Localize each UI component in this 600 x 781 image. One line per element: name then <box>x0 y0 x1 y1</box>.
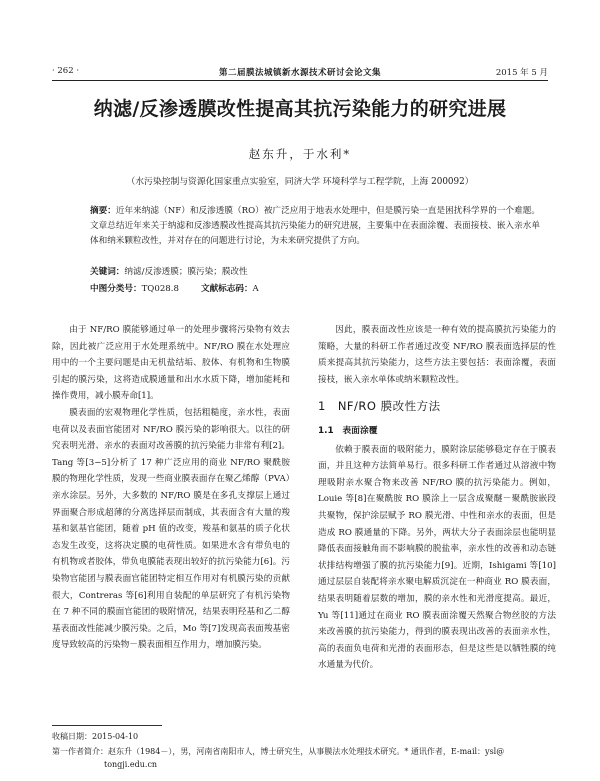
email-continuation: tongji.edu.cn <box>104 760 158 769</box>
paper-title: 纳滤/反渗透膜改性提高其抗污染能力的研究进展 <box>93 98 507 120</box>
clc-value: TQ028.8 <box>141 284 179 294</box>
body-paragraph: 膜表面的宏观物理化学性质，包括粗糙度，亲水性，表面电荷以及表面官能团对 NF/RO 膜污染的影响很大。以往的研究表明光滑、亲水的表面对改善膜的抗污染能力非常有利[2]。Tang 等[3−5]分析了 17 种广泛应用的商业 NF/RO 聚酰胺膜的物理化学性质，发现一些商业膜表面存在聚乙烯醇（PVA）亲水涂层。另外，大多数的 NF/RO 膜是在多孔支撑层上通过界面聚合形成超薄的分离选择层而制成，其表面含有大量的羧基和氨基官能团，随着 pH 值的改变，羧基和氨基的质子化状态发生改变，这将决定膜的电荷性质。如果进水含有带负电的有机物或者胶体，带负电膜能表现出较好的抗污染能力[6]。污染物官能团与膜表面官能团特定相互作用对有机膜污染的贡献很大，Contreras 等[6]利用自装配的单层研究了有机污染物在 7 种不同的膜面官能团的吸附情况，结果表明羟基和乙二醇基表面改性能减少膜污染。之后，Mo 等[7]发现高表面羧基密度导致较高的污染物－膜表面相互作用力，增加膜污染。 <box>52 407 290 651</box>
page-number: · 262 · <box>52 66 80 76</box>
footnote-rule <box>52 725 162 726</box>
abstract-label: 摘要： <box>90 206 116 216</box>
author-footnote: 第一作者简介：赵东升（1984－），男，河南省南阳市人，博士研究生，从事膜法水处理技术研究。* 通讯作者，E-mail：ysl@ <box>52 747 505 756</box>
journal-title: 第二届膜法城镇新水源技术研讨会论文集 <box>218 68 381 78</box>
keywords-label: 关键词： <box>90 267 125 277</box>
received-date: 收稿日期：2015-04-10 <box>52 732 139 741</box>
right-column <box>318 322 556 674</box>
subsection-heading: 1.1 表面涂覆 <box>318 425 378 436</box>
doc-code-label: 文献标志码： <box>200 284 253 294</box>
body-paragraph: 因此，膜表面改性应该是一种有效的提高膜抗污染能力的策略，大量的科研工作者通过改变 NF/RO 膜表面选择层的性质来提高其抗污染能力，这些方法主要包括：表面涂覆，表面接枝，嵌入亲水单体或纳米颗粒改性。 <box>318 325 556 385</box>
body-paragraph: 由于 NF/RO 膜能够通过单一的处理步骤将污染物有效去除，因此被广泛应用于水处理系统中。NF/RO 膜在水处理应用中的一个主要问题是由无机盐结垢、胶体、有机物和生物膜引起的膜污染，这将造成膜通量和出水水质下降，增加能耗和操作费用，减小膜寿命[1]。 <box>52 325 290 402</box>
issue-date: 2015 年 5 月 <box>495 68 548 78</box>
doc-code-value: A <box>252 284 259 294</box>
author-list: 赵东升，于水利* <box>248 147 352 161</box>
keywords <box>90 265 540 277</box>
affiliation: （水污染控制与资源化国家重点实验室，同济大学 环境科学与工程学院，上海 200092） <box>126 177 474 187</box>
clc-label: 中图分类号： <box>90 284 142 294</box>
classification-row <box>90 282 540 294</box>
abstract <box>90 204 540 249</box>
keywords-text: 纳滤/反渗透膜；膜污染；膜改性 <box>124 267 248 277</box>
abstract-text: 近年来纳滤（NF）和反渗透膜（RO）被广泛应用于地表水处理中，但是膜污染一直是困扰科学界的一个难题。文章总结近年来关于纳滤和反渗透膜改性提高其抗污染能力的研究进展，主要集中在表面涂覆、表面接枝、嵌入亲水单体和纳米颗粒改性，并对存在的问题进行讨论，为未来研究提供了方向。 <box>90 206 540 246</box>
left-column <box>52 322 290 654</box>
body-paragraph: 依赖于膜表面的吸附能力，膜附涂层能够稳定存在于膜表面，并且这种方法简单易行。很多科研工作者通过从溶液中物理吸附亲水聚合物来改善 NF/RO 膜的抗污染能力。例如，Louie 等[8]在聚酰胺 RO 膜涂上一层含成聚醚－聚酰胺嵌段共聚物，保护涂层赋予 RO 膜光滑、中性和亲水的表面，但是造成 RO 膜通量的下降。另外，两状大分子表面涂层也能明显降低表面接触角而不影响膜的脱盐率，亲水性的改善和动态链状排结构增强了膜的抗污染能力[9]。近期，Ishigami 等[10]通过层层自装配将亲水聚电解质沉淀在一种商业 RO 膜表面，结果表明随着层数的增加，膜的亲水性和光滑度提高。最近，Yu 等[11]通过在商业 RO 膜表面涂覆天然聚合物丝胶的方法来改善膜的抗污染能力，得到的膜表现出改善的表面亲水性，高的表面负电荷和光滑的表面形态，但是这些是以牺牲膜的纯水通量为代价。 <box>318 444 556 671</box>
header-rule <box>52 80 548 81</box>
section-heading: 1 NF/RO 膜改性方法 <box>318 399 441 414</box>
running-header <box>52 66 548 80</box>
